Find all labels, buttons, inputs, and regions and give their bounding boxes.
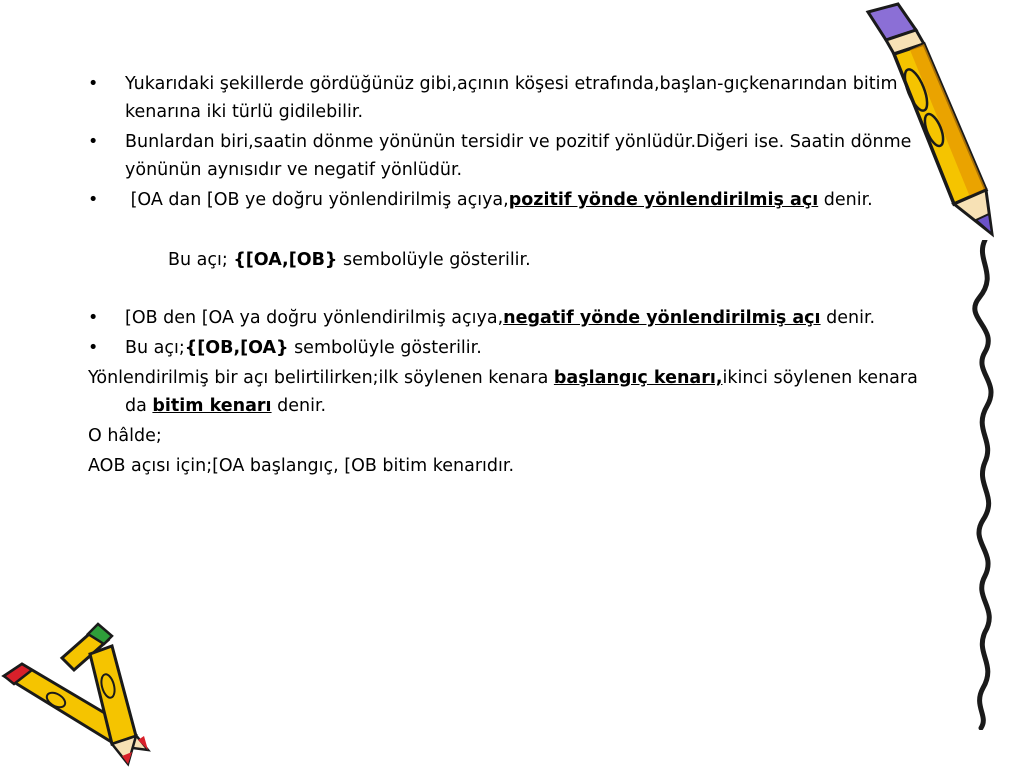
spacer [88,216,928,244]
angle-symbol: {[OA,[OB} [233,250,338,270]
paragraph-5 [88,304,928,332]
angle-symbol: {[OB,[OA} [184,338,289,358]
slide-body [88,70,928,482]
spacer [88,276,928,304]
paragraph-3 [88,186,928,214]
paragraph-6 [88,334,928,362]
paragraph-text: Yönlendirilmiş bir açı belirtilirken;ilk söylenen kenara [88,368,554,388]
paragraph-text-end: sembolüyle gösterilir. [337,250,531,270]
paragraph-9 [88,452,928,480]
squiggle-line [955,240,1015,730]
paragraph-1 [88,70,928,126]
paragraph-text: Bu açı; [125,338,185,358]
paragraph-text: Bu açı; [168,250,234,270]
paragraph-8 [88,422,928,450]
bullet: • [88,338,99,358]
paragraph-text: AOB açısı için;[OA başlangıç, [OB bitim kenarıdır. [88,456,515,476]
paragraph-2 [88,128,928,184]
paragraph-text-end: denir. [818,190,873,210]
bullet: • [88,132,99,152]
paragraph-text-end: denir. [271,396,327,416]
positive-angle-term: pozitif yönde yönlendirilmiş açı [508,190,819,210]
paragraph-text-end: denir. [820,308,876,328]
paragraph-text: Yukarıdaki şekillerde gördüğünüz gibi,açının köşesi etrafında,başlan-gıçkenarından bitim kenarına iki türlü gidilebilir. [125,74,898,122]
start-side-term: başlangıç kenarı, [553,368,723,388]
end-side-term: bitim kenarı [152,396,272,416]
bullet: • [88,190,99,210]
crossed-pencils-icon [0,618,170,768]
bullet: • [88,74,99,94]
paragraph-4 [88,246,928,274]
bullet: • [88,308,99,328]
paragraph-text: O hâlde; [88,426,162,446]
paragraph-text: [OA dan [OB ye doğru yönlendirilmiş açıya, [125,190,509,210]
paragraph-text-middle: ikinci söylenen kenara da [125,368,918,416]
paragraph-7 [88,364,928,420]
paragraph-text-end: sembolüyle gösterilir. [288,338,482,358]
paragraph-text: Bunlardan biri,saatin dönme yönünün tersidir ve pozitif yönlüdür.Diğeri ise. Saatin dönme yönünün aynısıdır ve negatif yönlüdür. [125,132,912,180]
paragraph-text: [OB den [OA ya doğru yönlendirilmiş açıya, [125,308,504,328]
negative-angle-term: negatif yönde yönlendirilmiş açı [503,308,821,328]
